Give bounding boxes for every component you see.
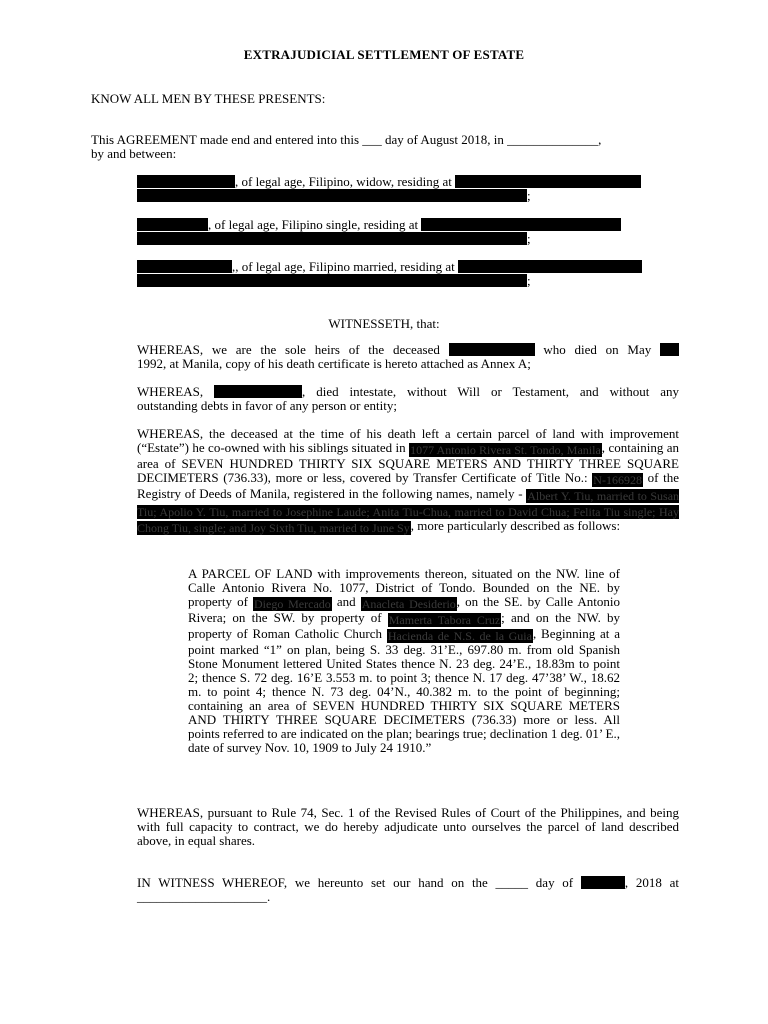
whereas-2-text-c: outstanding debts in favor of any person or entity; (137, 398, 397, 413)
whereas-1-text-b: who died on May (543, 342, 652, 357)
whereas-1 (137, 343, 679, 371)
redacted-name (449, 343, 535, 356)
redacted-neighbor-1: Diego Mercado (254, 597, 331, 611)
in-witness-text-a: IN WITNESS WHEREOF, we hereunto set our hand on the _____ day of (137, 875, 574, 890)
party-2 (137, 218, 679, 246)
parcel-and: and (336, 594, 356, 609)
redacted-neighbor-3: Mamerta Tabora Cruz (388, 613, 501, 627)
whereas-3-text-d: , more particularly described as follows: (410, 518, 621, 533)
whereas-2 (137, 385, 679, 413)
party-1-text: , of legal age, Filipino, widow, residing at (235, 174, 452, 189)
whereas-2-text: WHEREAS, (137, 384, 204, 399)
party-end: ; (527, 273, 531, 288)
whereas-1-text-c: 1992, at Manila, copy of his death certificate is hereto attached as Annex A; (137, 356, 531, 371)
redacted-name (137, 218, 208, 231)
redacted-address (458, 260, 642, 273)
whereas-1-text: WHEREAS, we are the sole heirs of the deceased (137, 342, 440, 357)
parcel-text-c: ; and on the NW. by property of Roman Catholic Church (188, 610, 620, 641)
redacted-names: Albert Y. Tiu, married to Susan Tiu; Apolio Y. Tiu, married to Josephine Laude; Anita Tiu-Chua, married to David Chua; Felita Tiu single; Hay Chong Tiu, single; and Joy Sixth Tiu, married to June Sy (137, 489, 680, 535)
parcel-text-d: , Beginning at a point marked “1” on plan, being S. 33 deg. 31’E., 697.80 m. from old Spanish Stone Monument lettered United States thence N. 23 deg. 24’E., 18.83m to point 2; thence S. 72 deg. 16’E 3.553 m. to point 3; thence N. 17 deg. 47’38’ W., 18.62 m. to point 4; thence N. 73 deg. 04’N., 40.382 m. to the point of beginning; containing an area of SEVEN HUNDRED THIRTY SIX SQUARE METERS AND THIRTY THREE SQUARE DECIMETERS (736.33) more or less. All points referred to are indicated on the plan; bearings true; declination 1 deg. 01’ E., date of survey Nov. 10, 1909 to July 24 1910.” (188, 626, 620, 755)
party-end: ; (527, 188, 531, 203)
whereas-2-text-b: , died intestate, without Will or Testament, and without any (302, 384, 680, 399)
redacted-neighbor-2: Anacleta Desiderio (361, 597, 456, 611)
redacted-neighbor-4: Hacienda de N.S. de la Guia (387, 629, 532, 643)
redacted-address (137, 274, 527, 287)
whereas-3-text-b: , containing an area of SEVEN HUNDRED THIRTY SIX SQUARE METERS AND THIRTY THREE SQUARE DECIMETERS (736.33), more or less, covered by Transfer Certificate of Title No.: (137, 440, 680, 485)
agreement-paragraph (91, 133, 681, 161)
parcel-description (188, 567, 620, 755)
redacted-name (137, 260, 232, 273)
redacted-date (660, 343, 679, 356)
redacted-name (137, 175, 235, 188)
party-2-text: , of legal age, Filipino single, residing at (208, 217, 419, 232)
redacted-name (214, 385, 302, 398)
whereas-4: WHEREAS, pursuant to Rule 74, Sec. 1 of the Revised Rules of Court of the Philippines, and being with full capacity to contract, we do hereby adjudicate unto ourselves the parcel of land described above, in equal shares. (137, 805, 679, 848)
witnesseth-heading: WITNESSETH, that: (328, 316, 440, 331)
whereas-3-text: WHEREAS, the deceased at the time of his death left a certain parcel of land with improvement (“Estate”) he co-owned with his siblings situated in (137, 426, 679, 455)
whereas-3-text-c: of the Registry of Deeds of Manila, registered in the following names, namely - (137, 470, 680, 501)
whereas-3 (137, 427, 679, 535)
redacted-address (421, 218, 621, 231)
parcel-text-b: , on the SE. by Calle Antonio Rivera; on the SW. by property of (188, 594, 621, 625)
redacted-address (455, 175, 641, 188)
redacted-tct: N-166928 (593, 473, 642, 487)
redacted-month (581, 876, 625, 889)
in-witness-text-b: , 2018 at (624, 875, 679, 890)
party-end: ; (527, 231, 531, 246)
in-witness-text-c: ____________________. (137, 889, 271, 904)
redacted-address (137, 189, 527, 202)
parcel-text-a: A PARCEL OF LAND with improvements thereon, situated on the NW. line of Calle Antonio Rivera No. 1077, District of Tondo. Bounded on the NE. by property of (188, 566, 620, 609)
party-3-text: ,, of legal age, Filipino married, residing at (232, 259, 455, 274)
opening-phrase: KNOW ALL MEN BY THESE PRESENTS: (91, 91, 326, 106)
in-witness-whereof (137, 876, 679, 904)
party-3 (137, 260, 679, 288)
party-1 (137, 175, 679, 203)
redacted-address: 1077 Antonio Rivera St. Tondo, Manila (410, 443, 601, 457)
agreement-line-1: This AGREEMENT made end and entered into this ___ day of August 2018, in ______________, (91, 132, 602, 147)
agreement-line-2: by and between: (91, 146, 177, 161)
redacted-address (137, 232, 527, 245)
document-title: EXTRAJUDICIAL SETTLEMENT OF ESTATE (243, 47, 525, 62)
